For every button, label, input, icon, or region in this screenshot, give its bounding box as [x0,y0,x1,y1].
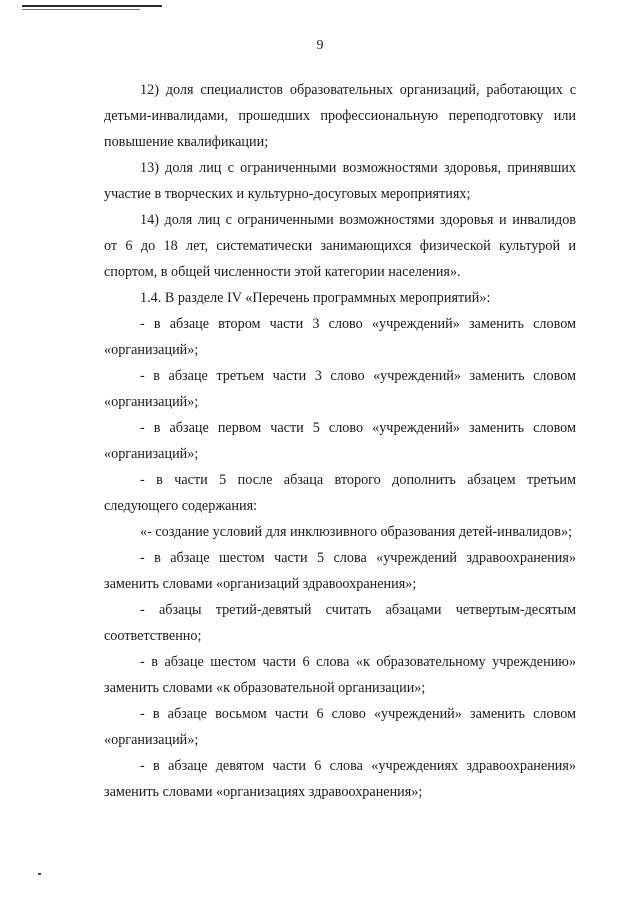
amendment-item: - в абзаце шестом части 5 слова «учреждений здравоохранения» заменить словами «организаций здравоохранения»; [104,550,576,592]
paragraph-item-13: 13) доля лиц с ограниченными возможностями здоровья, принявших участие в творческих и культурно-досуговых мероприятиях; [104,160,576,202]
paragraph-item-14: 14) доля лиц с ограниченными возможностями здоровья и инвалидов от 6 до 18 лет, систематически занимающихся физической культурой и спортом, в общей численности этой категории населения». [104,212,576,280]
scan-edge-rule-secondary [22,9,140,10]
section-heading-1-4: 1.4. В разделе IV «Перечень программных мероприятий»: [140,290,491,306]
paragraph-item-12: 12) доля специалистов образовательных организаций, работающих с детьми-инвалидами, прошедших профессиональную переподготовку или повышение квалификации; [104,82,576,150]
quoted-insertion: «- создание условий для инклюзивного образования детей-инвалидов»; [140,524,573,540]
scan-edge-rule [22,5,162,7]
amendment-item: - в абзаце шестом части 6 слова «к образовательному учреждению» заменить словами «к образовательной организации»; [104,654,576,696]
amendment-item: - в абзаце первом части 5 слово «учреждений» заменить словом «организаций»; [104,420,576,462]
amendment-item: - в части 5 после абзаца второго дополнить абзацем третьим следующего содержания: [104,472,576,514]
amendment-item: - абзацы третий-девятый считать абзацами четвертым-десятым соответственно; [104,602,576,644]
page-number: 9 [316,38,324,53]
amendment-item: - в абзаце девятом части 6 слова «учреждениях здравоохранения» заменить словами «организациях здравоохранения»; [104,758,576,800]
amendment-item: - в абзаце втором части 3 слово «учреждений» заменить словом «организаций»; [104,316,576,358]
document-body [104,77,576,805]
amendment-item: - в абзаце восьмом части 6 слово «учреждений» заменить словом «организаций»; [104,706,576,748]
scan-speck [38,873,41,875]
amendment-item: - в абзаце третьем части 3 слово «учреждений» заменить словом «организаций»; [104,368,576,410]
